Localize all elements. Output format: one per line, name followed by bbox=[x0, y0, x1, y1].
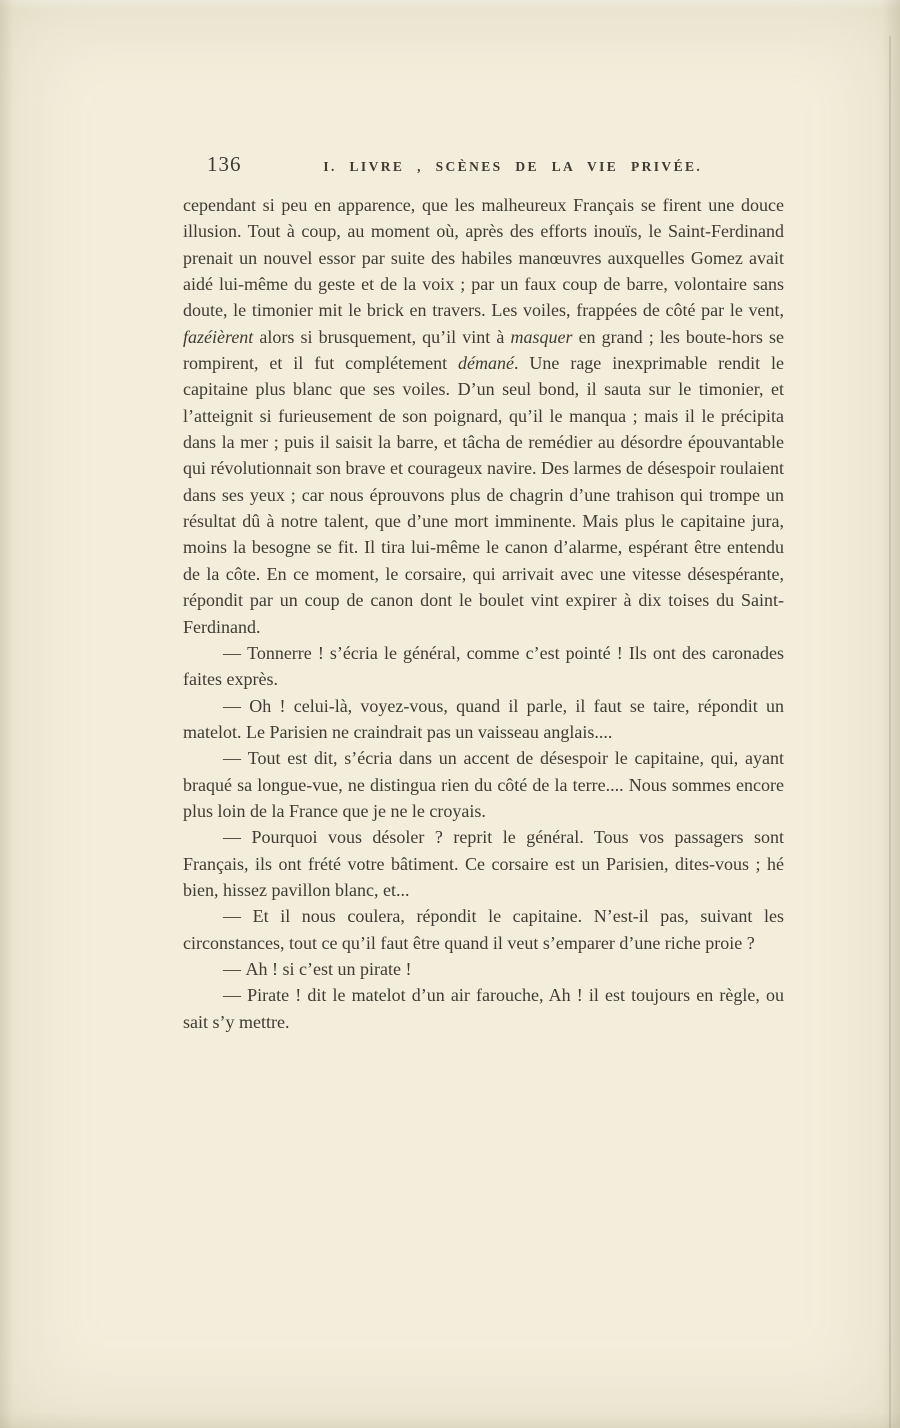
italic-run: démané bbox=[458, 353, 514, 374]
italic-run: fazéièrent bbox=[183, 326, 254, 347]
page-edge-shadow bbox=[889, 36, 891, 1428]
text-run: alors si brusquement, qu’il vint à bbox=[253, 326, 511, 347]
paragraph-2 bbox=[183, 640, 784, 693]
paragraph-4 bbox=[183, 745, 784, 824]
paragraph-7 bbox=[183, 956, 784, 982]
text-run: — Pourquoi vous désoler ? reprit le général. Tous vos passagers sont Français, ils ont frété votre bâtiment. Ce corsaire est un Parisien, dites-vous ; hé bien, hissez pavillon blanc, et... bbox=[183, 827, 784, 900]
paragraph-3 bbox=[183, 693, 784, 746]
text-run: — Tout est dit, s’écria dans un accent de désespoir le capitaine, qui, ayant braqué sa longue-vue, ne distingua rien du côté de la terre.... Nous sommes encore plus loin de la France que je ne le croyais. bbox=[183, 748, 784, 821]
text-run: cependant si peu en apparence, que les malheureux Français se firent une douce illusion. Tout à coup, au moment où, après des efforts inouïs, le Saint-Ferdinand prenait un nouvel essor par suite des habiles manœuvres auxquelles Gomez avait aidé lui-même du geste et de la voix ; par un faux coup de barre, volontaire sans doute, le timonier mit le brick en travers. Les voiles, frappées de côté par le vent, bbox=[183, 195, 784, 321]
text-block bbox=[183, 192, 784, 1035]
text-run: en grand ; les boute-hors se rompirent, et il fut complétement bbox=[183, 326, 784, 374]
italic-run: masquer bbox=[510, 326, 573, 347]
paragraph-1 bbox=[183, 192, 784, 640]
page-header bbox=[183, 152, 784, 177]
text-run: — Et il nous coulera, répondit le capitaine. N’est-il pas, suivant les circonstances, tout ce qu’il faut être quand il veut s’emparer d’une riche proie ? bbox=[183, 906, 784, 953]
running-title: I. LIVRE , SCÈNES DE LA VIE PRIVÉE. bbox=[323, 159, 703, 174]
text-run: — Ah ! si c’est un pirate ! bbox=[223, 958, 412, 979]
paragraph-6 bbox=[183, 903, 784, 956]
page-number: 136 bbox=[207, 152, 242, 176]
text-run: — Oh ! celui-là, voyez-vous, quand il parle, il faut se taire, répondit un matelot. Le Parisien ne craindrait pas un vaisseau anglais.... bbox=[183, 695, 784, 742]
paragraph-5 bbox=[183, 824, 784, 903]
text-run: — Tonnerre ! s’écria le général, comme c’est pointé ! Ils ont des caronades faites exprès. bbox=[183, 642, 784, 690]
paragraph-8 bbox=[183, 982, 784, 1035]
text-run: — Pirate ! dit le matelot d’un air farouche, Ah ! il est toujours en règle, ou sait s’y mettre. bbox=[183, 985, 784, 1032]
text-run: . Une rage inexprimable rendit le capitaine plus blanc que ses voiles. D’un seul bond, il sauta sur le timonier, et l’atteignit si furieusement de son poignard, qu’il le manqua ; mais il le précipita dans la mer ; puis il saisit la barre, et tâcha de remédier au désordre épouvantable qui révolutionnait son brave et courageux navire. Des larmes de désespoir roulaient dans ses yeux ; car nous éprouvons plus de chagrin d’une trahison qui trompe un résultat dû à notre talent, que d’une mort imminente. Mais plus le capitaine jura, moins la besogne se fit. Il tira lui-même le canon d’alarme, espérant être entendu de la côte. En ce moment, le corsaire, qui arrivait avec une vitesse désespérante, répondit par un coup de canon dont le boulet vint expirer à dix toises du Saint-Ferdinand. bbox=[183, 353, 784, 637]
